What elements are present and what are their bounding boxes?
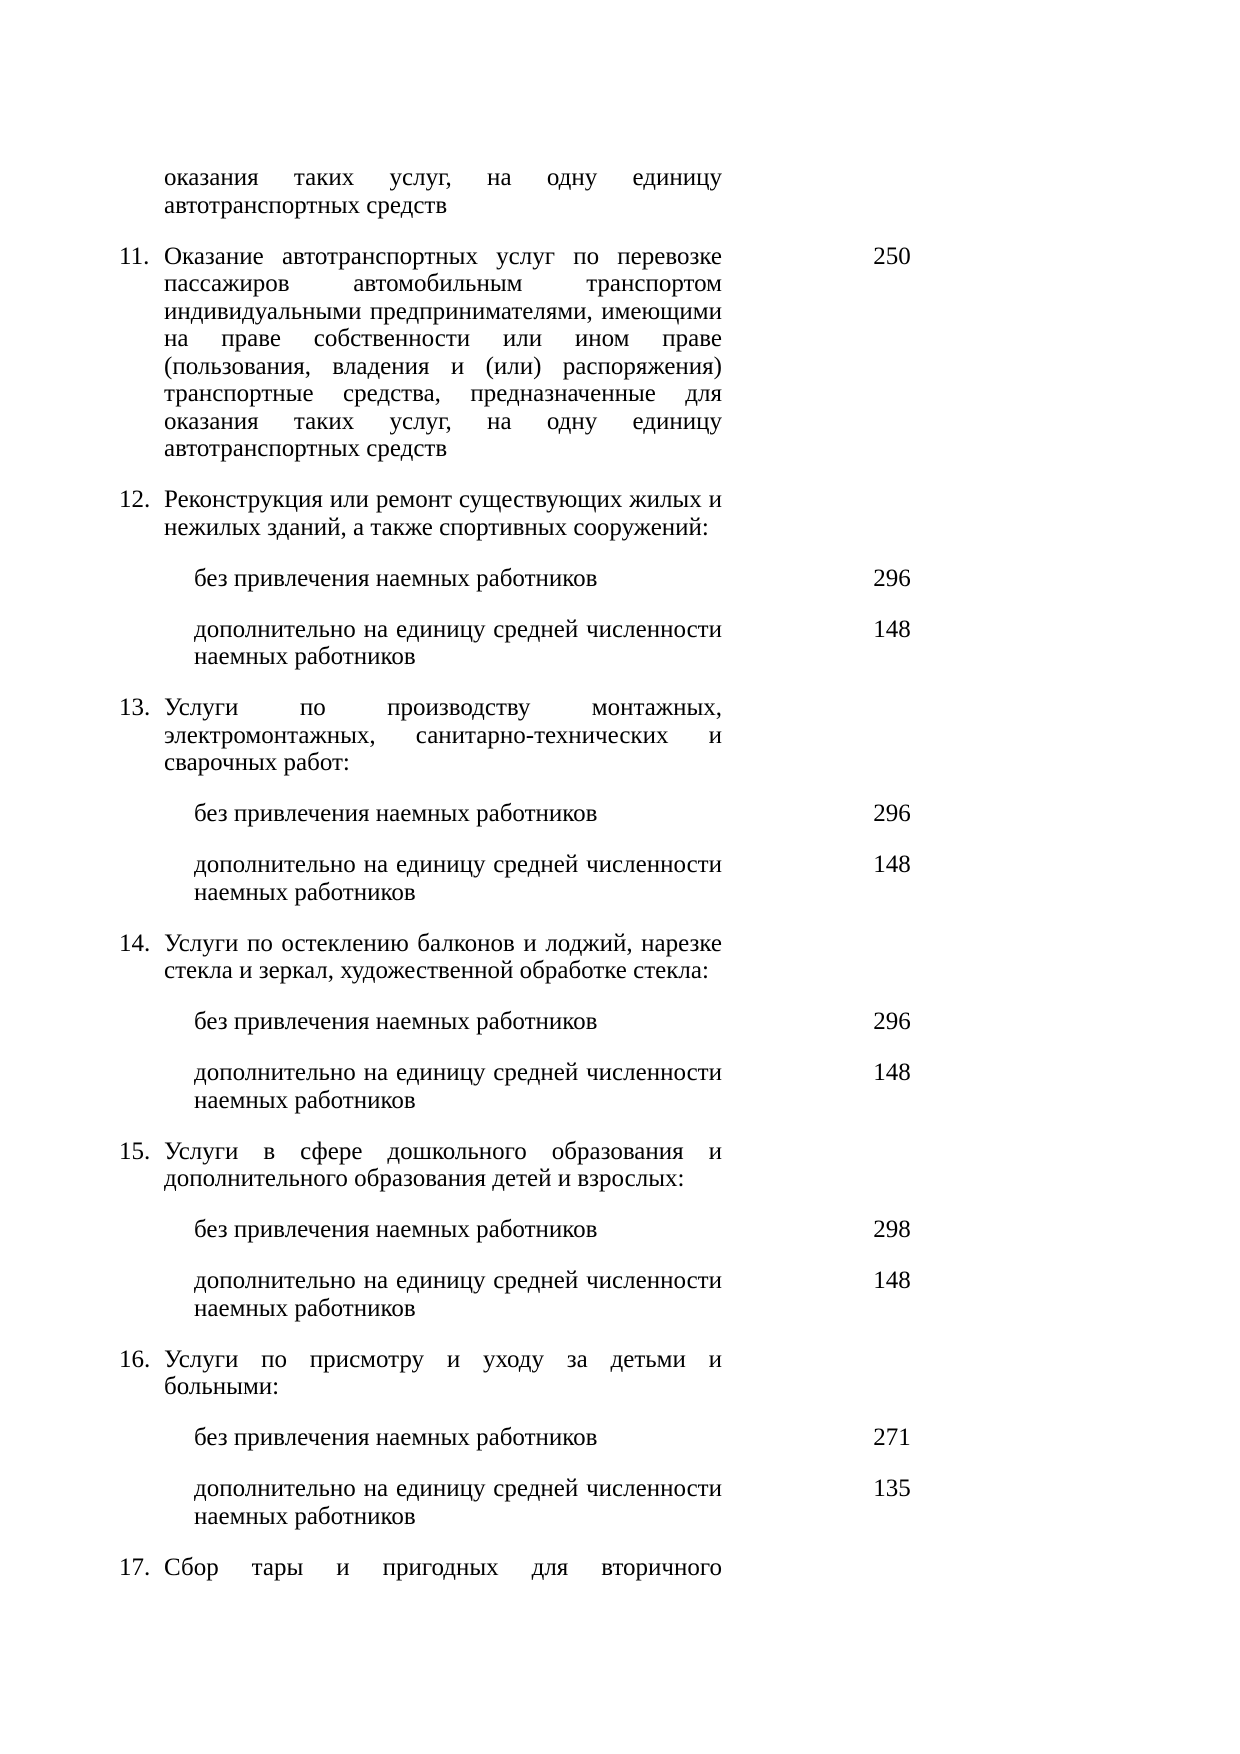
continuation-text: оказания таких услуг, на одну единицу автотранспортных средств bbox=[164, 164, 722, 219]
sub-item bbox=[194, 1216, 911, 1244]
tax-value: 148 bbox=[873, 1059, 911, 1086]
sub-item bbox=[194, 1059, 911, 1114]
sub-item-text: дополнительно на единицу средней численности наемных работников bbox=[194, 1267, 722, 1322]
sub-item bbox=[194, 564, 911, 593]
sub-item-text: без привлечения наемных работников bbox=[194, 564, 598, 592]
tax-value: 296 bbox=[873, 564, 911, 592]
sub-item-text: дополнительно на единицу средней численности наемных работников bbox=[194, 1475, 722, 1530]
continuation-paragraph bbox=[164, 164, 722, 219]
item-number: 15. bbox=[119, 1137, 151, 1165]
sub-item bbox=[194, 800, 911, 828]
item-number: 17. bbox=[119, 1553, 151, 1581]
sub-item-text: дополнительно на единицу средней численности наемных работников bbox=[194, 1059, 722, 1114]
sub-item-text: без привлечения наемных работников bbox=[194, 1424, 598, 1451]
list-item-15 bbox=[119, 1138, 722, 1193]
sub-item-text: без привлечения наемных работников bbox=[194, 1008, 598, 1035]
sub-item bbox=[194, 1424, 911, 1452]
item-number: 11. bbox=[119, 242, 150, 270]
sub-item bbox=[194, 1008, 911, 1036]
list-item-11 bbox=[119, 242, 911, 463]
tax-value: 148 bbox=[873, 851, 911, 878]
item-number: 13. bbox=[119, 694, 151, 721]
tax-value: 296 bbox=[873, 800, 911, 827]
list-item-12 bbox=[119, 486, 722, 541]
sub-item bbox=[194, 1267, 911, 1322]
sub-item bbox=[194, 615, 911, 671]
list-item-17 bbox=[119, 1554, 722, 1582]
sub-item bbox=[194, 851, 911, 906]
item-text: Услуги по остеклению балконов и лоджий, нарезке стекла и зеркал, художественной обработке стекла: bbox=[164, 929, 722, 984]
item-text: Реконструкция или ремонт существующих жилых и нежилых зданий, а также спортивных сооружений: bbox=[164, 486, 722, 541]
sub-item-text: без привлечения наемных работников bbox=[194, 1216, 598, 1243]
item-text: Услуги по присмотру и уходу за детьми и больными: bbox=[164, 1345, 722, 1400]
list-item-13 bbox=[119, 694, 722, 777]
sub-item bbox=[194, 1475, 911, 1530]
tax-value: 296 bbox=[873, 1008, 911, 1035]
item-number: 14. bbox=[119, 929, 151, 957]
tax-value: 148 bbox=[873, 615, 911, 643]
sub-item-text: дополнительно на единицу средней численности наемных работников bbox=[194, 851, 722, 906]
item-number: 16. bbox=[119, 1345, 151, 1373]
tax-value: 298 bbox=[873, 1216, 911, 1243]
tax-value: 250 bbox=[873, 242, 911, 270]
sub-item-text: дополнительно на единицу средней численности наемных работников bbox=[194, 615, 722, 670]
list-item-16 bbox=[119, 1346, 722, 1401]
tax-value: 135 bbox=[873, 1475, 911, 1502]
tax-value: 271 bbox=[873, 1424, 911, 1451]
sub-item-text: без привлечения наемных работников bbox=[194, 800, 598, 827]
item-text: Услуги в сфере дошкольного образования и дополнительного образования детей и взрослых: bbox=[164, 1137, 722, 1192]
item-text: Сбор тары и пригодных для вторичного bbox=[164, 1553, 722, 1581]
item-text: Услуги по производству монтажных, электромонтажных, санитарно-технических и сварочных работ: bbox=[164, 694, 722, 776]
list-item-14 bbox=[119, 930, 722, 985]
item-text: Оказание автотранспортных услуг по перевозке пассажиров автомобильным транспортом индивидуальными предпринимателями, имеющими на праве собственности или ином праве (пользования, владения и (или) распоряжения) транспортные средства, предназначенные для оказания таких услуг, на одну единицу автотранспортных средств bbox=[164, 242, 722, 462]
tax-value: 148 bbox=[873, 1267, 911, 1294]
item-number: 12. bbox=[119, 486, 151, 513]
